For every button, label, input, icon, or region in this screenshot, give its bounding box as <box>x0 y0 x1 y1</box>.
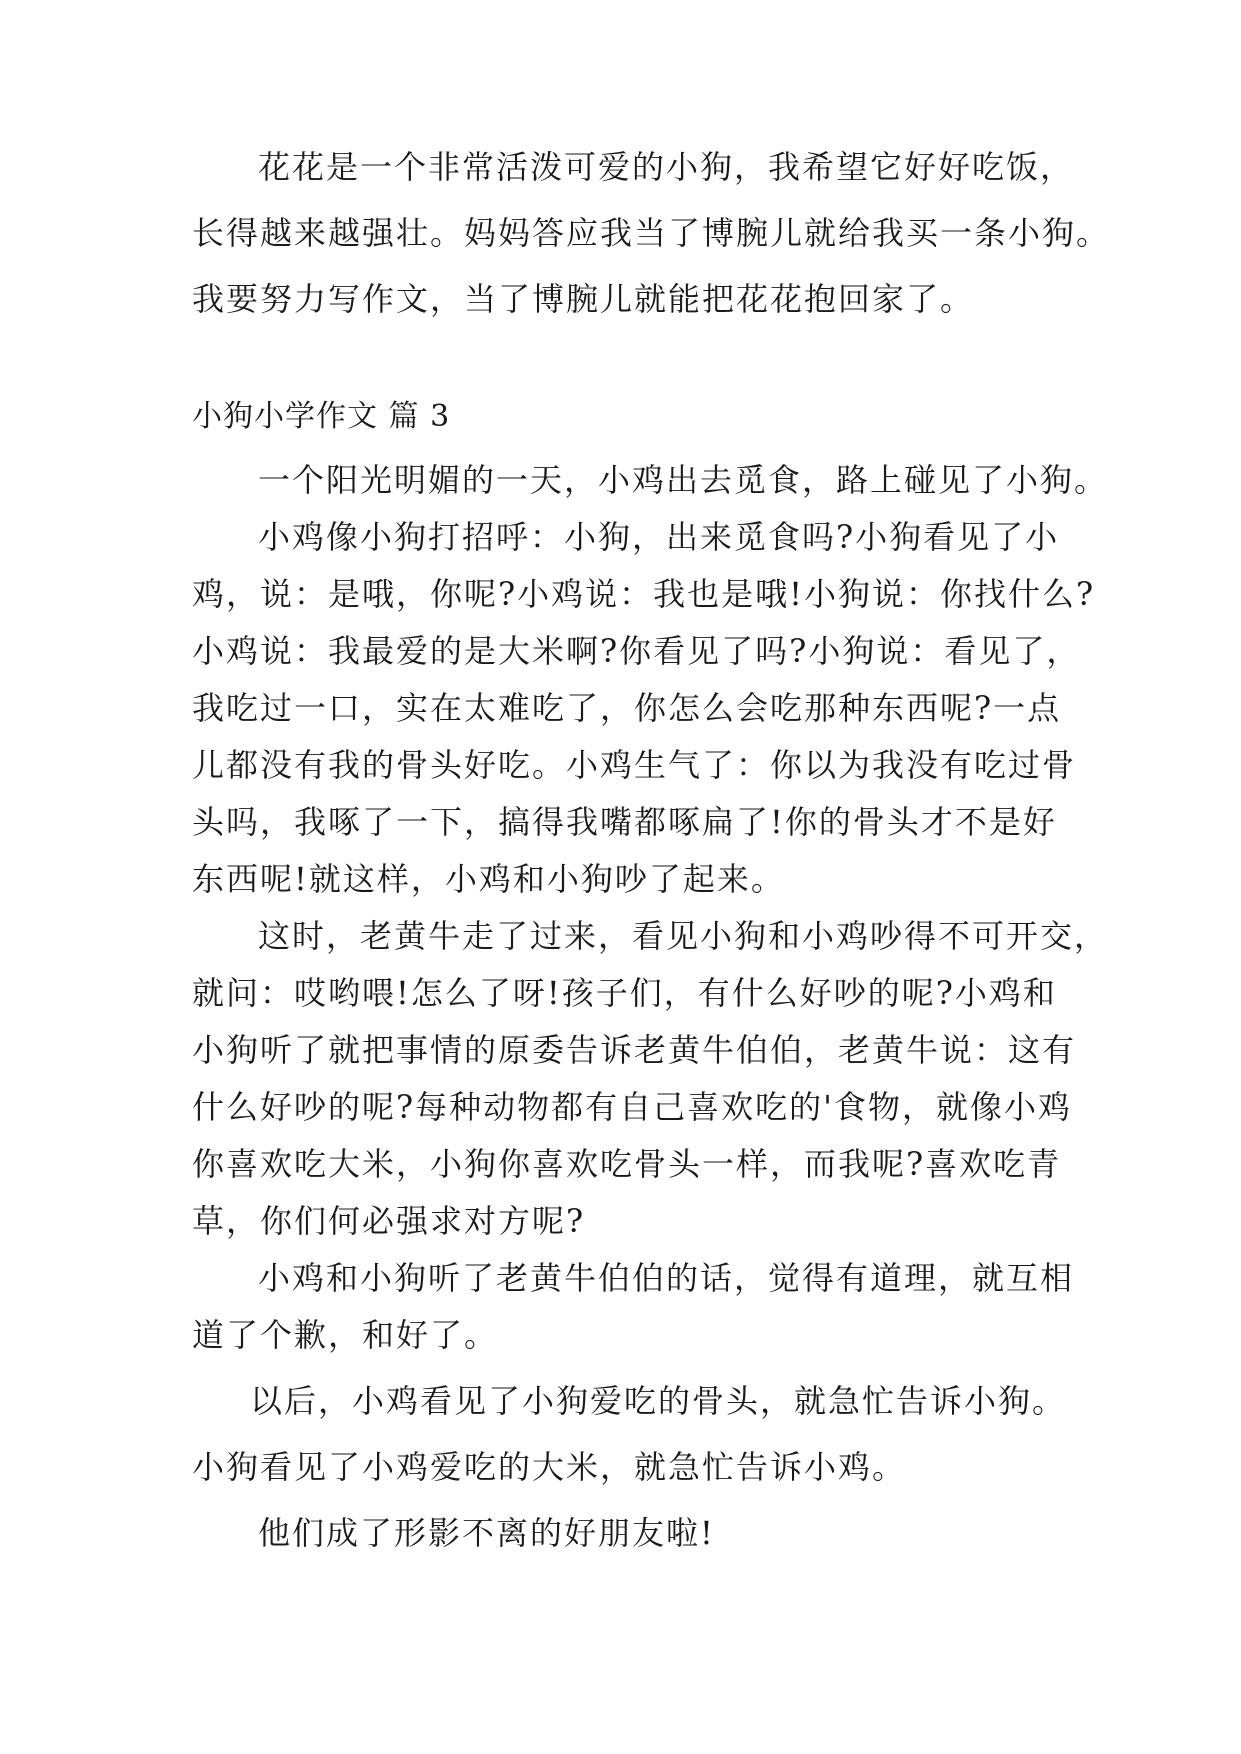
text-line: 我吃过一口，实在太难吃了，你怎么会吃那种东西呢?一点 <box>192 689 1062 727</box>
text-line: 小鸡说：我最爱的是大米啊?你看见了吗?小狗说：看见了， <box>192 632 1081 670</box>
text-line: 小狗看见了小鸡爱吃的大米，就急忙告诉小鸡。 <box>192 1448 907 1486</box>
text-line: 花花是一个非常活泼可爱的小狗，我希望它好好吃饭， <box>258 148 1075 186</box>
text-line: 就问：哎哟喂!怎么了呀!孩子们，有什么好吵的呢?小鸡和 <box>192 974 1057 1012</box>
text-line: 头吗，我啄了一下，搞得我嘴都啄扁了!你的骨头才不是好 <box>192 803 1057 841</box>
text-line: 长得越来越强壮。妈妈答应我当了博腕儿就给我买一条小狗。 <box>192 214 1111 252</box>
text-line: 草，你们何必强求对方呢? <box>192 1202 586 1240</box>
text-line: 儿都没有我的骨头好吃。小鸡生气了：你以为我没有吃过骨 <box>192 746 1077 784</box>
text-line: 小狗听了就把事情的原委告诉老黄牛伯伯，老黄牛说：这有 <box>192 1031 1077 1069</box>
text-line: 他们成了形影不离的好朋友啦! <box>258 1514 715 1552</box>
text-line: 小鸡像小狗打招呼：小狗，出来觅食吗?小狗看见了小 <box>258 518 1060 556</box>
text-line: 道了个歉，和好了。 <box>192 1316 499 1354</box>
text-line: 小鸡和小狗听了老黄牛伯伯的话，觉得有道理，就互相 <box>258 1259 1075 1297</box>
text-line: 鸡，说：是哦，你呢?小鸡说：我也是哦!小狗说：你找什么? <box>192 575 1096 613</box>
text-line: 什么好吵的呢?每种动物都有自己喜欢吃的'食物，就像小鸡 <box>192 1088 1072 1126</box>
text-line: 以后，小鸡看见了小狗爱吃的骨头，就急忙告诉小狗。 <box>250 1382 1067 1420</box>
text-line: 东西呢!就这样，小鸡和小狗吵了起来。 <box>192 860 785 898</box>
section-heading: 小狗小学作文 篇 3 <box>192 399 451 434</box>
text-line: 这时，老黄牛走了过来，看见小狗和小鸡吵得不可开交， <box>258 917 1109 955</box>
text-line: 你喜欢吃大米，小狗你喜欢吃骨头一样，而我呢?喜欢吃青 <box>192 1145 1062 1183</box>
text-line: 一个阳光明媚的一天，小鸡出去觅食，路上碰见了小狗。 <box>258 461 1109 499</box>
text-line: 我要努力写作文，当了博腕儿就能把花花抱回家了。 <box>192 280 975 318</box>
